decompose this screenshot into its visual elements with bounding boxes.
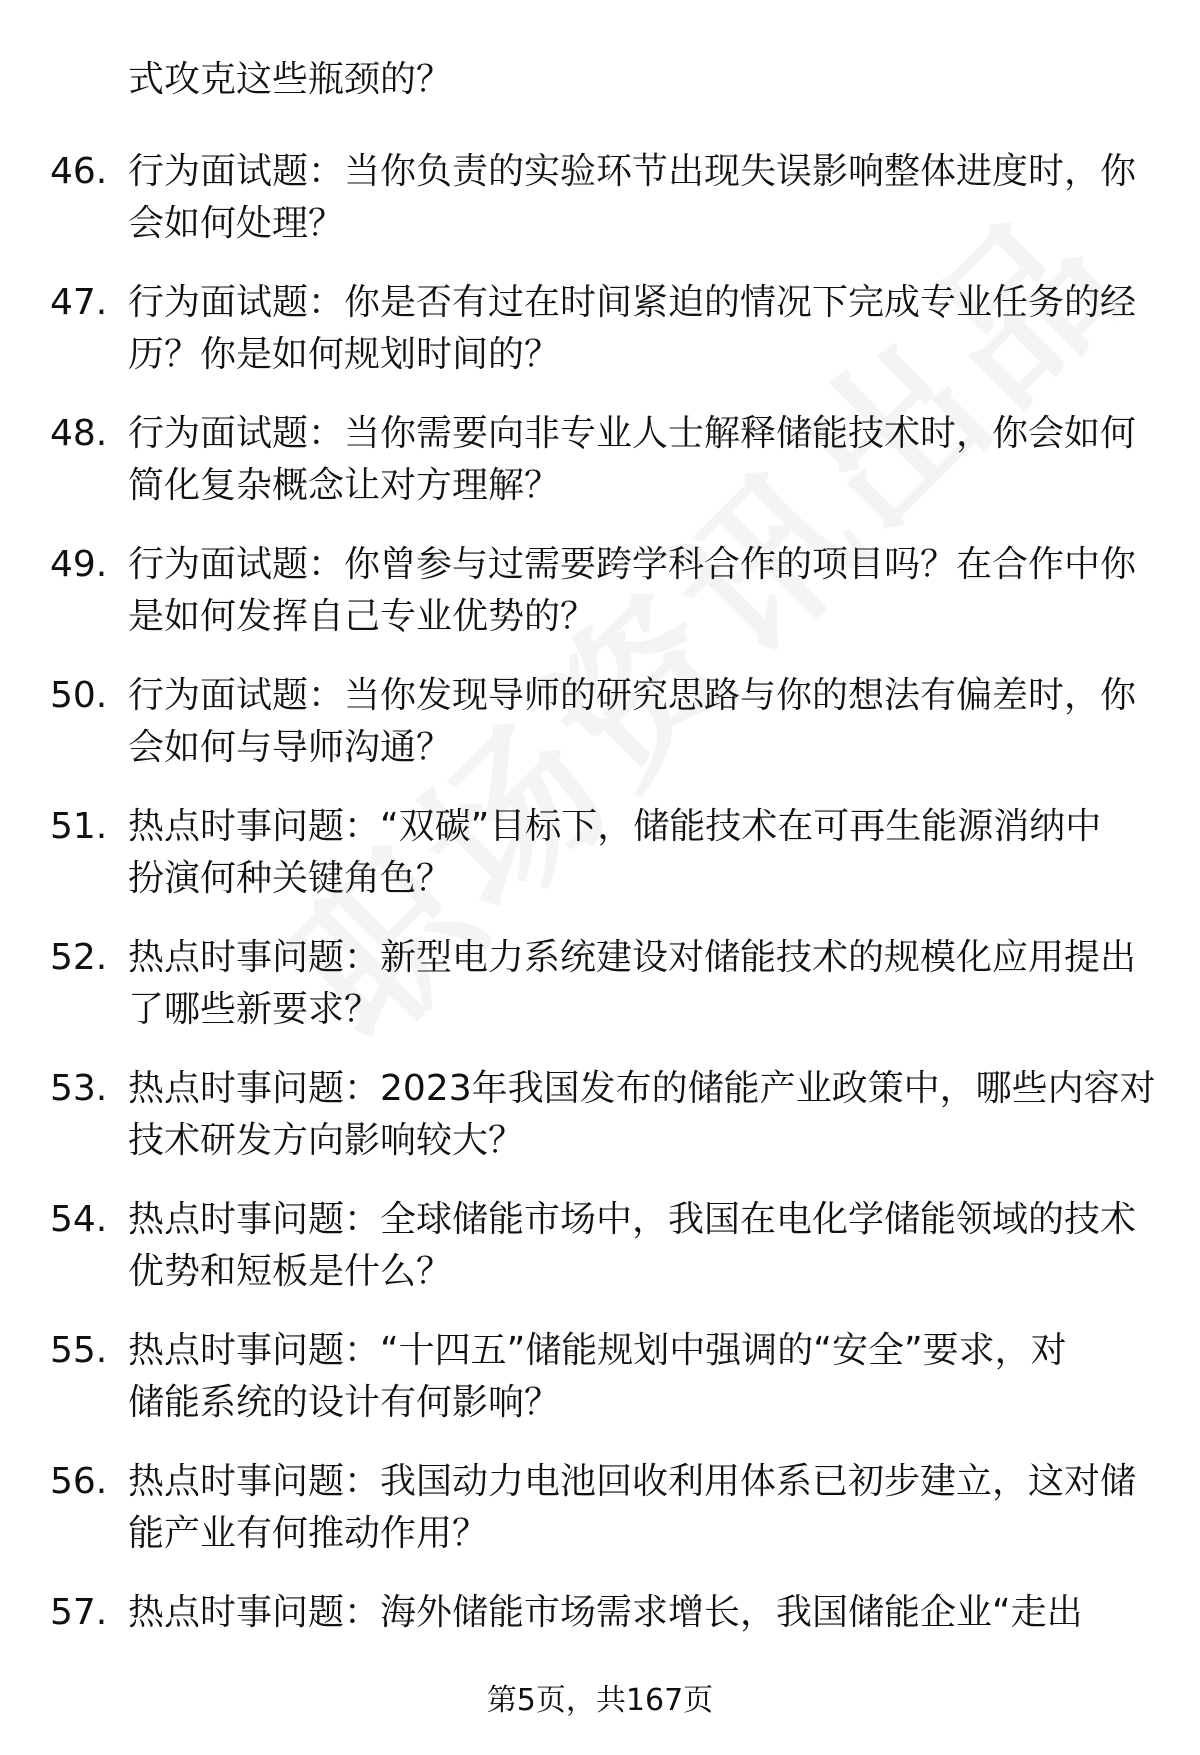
question-text-line: 历？你是如何规划时间的？ [128,334,561,375]
question-text-line: 行为面试题：你曾参与过需要跨学科合作的项目吗？在合作中你 [128,544,1137,585]
continuation-line: 式攻克这些瓶颈的？ [128,59,453,100]
question-text-line: 热点时事问题：“双碳”目标下，储能技术在可再生能源消纳中 [128,806,1102,847]
question-list [0,146,1200,1718]
question-item [0,1456,1200,1587]
question-text-line: 行为面试题：当你负责的实验环节出现失误影响整体进度时，你 [128,151,1137,192]
question-number: 51. [50,806,108,847]
question-text-line: 会如何处理？ [128,203,345,244]
question-item [0,670,1200,801]
question-text-line: 了哪些新要求？ [128,989,381,1030]
question-text-line: 储能系统的设计有何影响？ [128,1382,561,1423]
question-number: 47. [50,282,108,323]
question-number: 55. [50,1330,108,1371]
question-item [0,408,1200,539]
question-item [0,146,1200,277]
question-text-line: 行为面试题：你是否有过在时间紧迫的情况下完成专业任务的经 [128,282,1137,323]
question-text-line: 能产业有何推动作用？ [128,1513,489,1554]
question-text-line: 行为面试题：当你发现导师的研究思路与你的想法有偏差时，你 [128,675,1137,716]
question-text-line: 热点时事问题：海外储能市场需求增长，我国储能企业“走出 [128,1592,1083,1633]
question-number: 52. [50,937,108,978]
question-text-line: 扮演何种关键角色？ [128,858,453,899]
question-text-line: 热点时事问题：2023年我国发布的储能产业政策中，哪些内容对 [128,1068,1156,1109]
question-item [0,277,1200,408]
question-text-line: 简化复杂概念让对方理解？ [128,465,561,506]
question-number: 49. [50,544,108,585]
question-number: 57. [50,1592,108,1633]
question-number: 56. [50,1461,108,1502]
question-item [0,1063,1200,1194]
question-number: 46. [50,151,108,192]
question-item [0,1194,1200,1325]
question-item [0,1325,1200,1456]
question-item [0,801,1200,932]
question-text-line: 是如何发挥自己专业优势的？ [128,596,597,637]
question-item [0,932,1200,1063]
page-footer: 第5页，共167页 [486,1683,714,1718]
question-text-line: 热点时事问题：“十四五”储能规划中强调的“安全”要求，对 [128,1330,1067,1371]
question-item [0,539,1200,670]
question-number: 53. [50,1068,108,1109]
question-text-line: 会如何与导师沟通？ [128,727,453,768]
question-number: 54. [50,1199,108,1240]
question-text-line: 技术研发方向影响较大？ [128,1120,525,1161]
question-text-line: 行为面试题：当你需要向非专业人士解释储能技术时，你会如何 [128,413,1137,454]
question-number: 50. [50,675,108,716]
question-text-line: 热点时事问题：新型电力系统建设对储能技术的规模化应用提出 [128,937,1137,978]
question-text-line: 热点时事问题：我国动力电池回收利用体系已初步建立，这对储 [128,1461,1137,1502]
question-text-line: 热点时事问题：全球储能市场中，我国在电化学储能领域的技术 [128,1199,1137,1240]
question-number: 48. [50,413,108,454]
question-text-line: 优势和短板是什么？ [128,1251,453,1292]
